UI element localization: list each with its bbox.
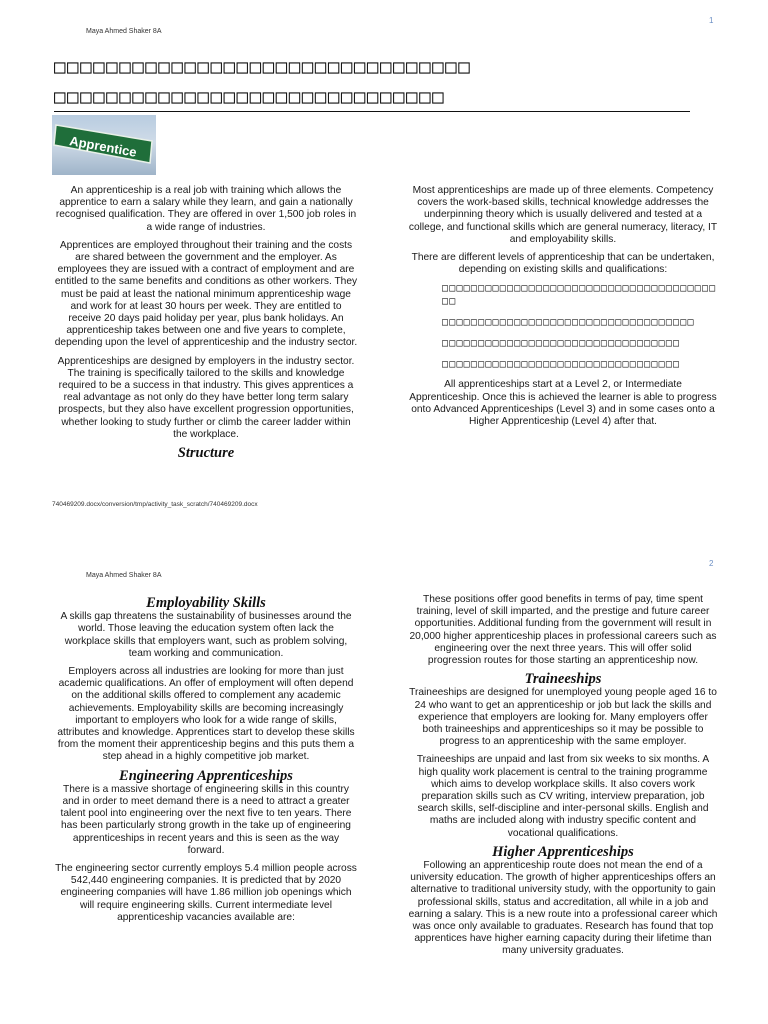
list-item: □□□□□□□□□□□□□□□□□□□□□□□□□□□□□□□□□□□ — [442, 317, 695, 329]
paragraph: Traineeships are designed for unemployed young people aged 16 to 24 who want to get an apprenticeship or job but lack the skills and experience that employers are looking for. Many employers offer both traineeships and apprenticeships so it may be possible to progress to an apprenticeship with the same employer. — [409, 687, 717, 748]
title-underline — [54, 111, 690, 112]
paragraph: There are different levels of apprenticeship that can be undertaken, depending on existing skills and qualifications: — [411, 252, 715, 276]
paragraph: Apprentices are employed throughout their training and the costs are shared between the government and the employer. As employees they are issued with a contract of employment and are entitled to the same benefits and conditions as other workers. They must be paid at least the national minimum apprenticeship wage and work for at least 30 hours per week. They are entitled to receive 20 days paid holiday per year, plus bank holidays. An apprenticeship takes between one and five years to complete, depending upon the level of apprenticeship and the industry sector. — [54, 239, 358, 349]
higher-apprenticeships-heading: Higher Apprenticeships — [492, 843, 634, 860]
paragraph: Traineeships are unpaid and last from six weeks to six months. A high quality work placement is central to the training programme which aims to develop workplace skills. It also covers work preparation skills such as CV writing, interview preparation, job search skills, self-discipline and inter-personal skills. English and maths are included along with industry specific content and vocational qualifications. — [416, 754, 710, 839]
apprentice-sign-image — [52, 115, 156, 175]
page2-right-column — [408, 594, 718, 964]
paragraph: Apprenticeships are designed by employers in the industry sector. The training is specifically tailored to the skills and knowledge required to be a success in that industry. This gives apprentices a real advantage as not only do they have better long term salary prospects, but they also have excellent progression opportunities, whether looking to study further or climb the career ladder within the workplace. — [57, 355, 355, 440]
page1-left-column — [54, 185, 358, 461]
sign-text: Apprentice — [68, 133, 138, 160]
page1-header-name: Maya Ahmed Shaker 8A — [86, 28, 162, 35]
page1-page-number: 1 — [709, 16, 714, 25]
paragraph: Employers across all industries are looking for more than just academic qualifications. An offer of employment will often depend on the additional skills offered to complement any academic achievements. Employability skills are becoming increasingly important to employers who look for a wide range of skills, attributes and knowledge. Apprentices start to develop these skills from the moment their apprenticeship begins and this puts them a step ahead in a highly competitive job market. — [57, 666, 355, 763]
paragraph: There is a massive shortage of engineering skills in this country and in order to meet demand there is a need to attract a greater talent pool into engineering over the next five to ten years. There has been particularly strong growth in the take up of engineering apprenticeships in recent years and this is seen as the way forward. — [60, 783, 352, 856]
paragraph: An apprenticeship is a real job with training which allows the apprentice to earn a salary while they learn, and gain a nationally recognised qualification. They are offered in over 1,500 job roles in a wide range of industries. — [55, 185, 357, 233]
page2-page-number: 2 — [709, 559, 714, 568]
list-item: □□□□□□□□□□□□□□□□□□□□□□□□□□□□□□□□□ — [442, 359, 681, 371]
list-item: □□□□□□□□□□□□□□□□□□□□□□□□□□□□□□□□□ — [442, 338, 681, 350]
paragraph: All apprenticeships start at a Level 2, or Intermediate Apprenticeship. Once this is achieved the learner is able to progress onto Advanced Apprenticeships (Level 3) and in some cases onto a Higher Apprenticeship (Level 4) after that. — [409, 379, 717, 428]
employability-heading: Employability Skills — [146, 595, 266, 611]
page1-right-column — [408, 185, 718, 434]
traineeships-heading: Traineeships — [524, 671, 602, 688]
page1-title-line1: □□□□□□□□□□□□□□□□□□□□□□□□□□□□□□□□ — [54, 56, 472, 78]
page1-title-line2: □□□□□□□□□□□□□□□□□□□□□□□□□□□□□□ — [54, 86, 446, 108]
paragraph: A skills gap threatens the sustainability of businesses around the world. Those leaving the education system often lack the workplace skills that employers want, such as problem solving, team working and communication. — [60, 611, 352, 659]
page2-header-name: Maya Ahmed Shaker 8A — [86, 572, 162, 579]
paragraph: Most apprenticeships are made up of three elements. Competency covers the work-based skills, technical knowledge addresses the underpinning theory which is usually delivered and tested at a college, and functional skills which are general numeracy, literacy, IT and employability skills. — [408, 185, 718, 245]
paragraph: Following an apprenticeship route does not mean the end of a university education. The growth of higher apprenticeships offers an alternative to traditional university study, with the opportunity to gain professional skills, status and accreditation, all while in a job and earning a salary. This is a new route into a professional career which was once only available to graduates. Research has found that top apprentices have higher earning capacity during their lifetime than many university graduates. — [408, 860, 718, 957]
file-path-footer: 740469209.docx/conversion/tmp/activity_task_scratch/740469209.docx — [52, 501, 258, 508]
apprentice-sign-graphic — [52, 115, 156, 175]
list-item: □□□□□□□□□□□□□□□□□□□□□□□□□□□□□□□□□□□□□□□□ — [442, 283, 717, 308]
paragraph: The engineering sector currently employs 5.4 million people across 542,440 engineering companies. It is predicted that by 2020 engineering companies will have 1.86 million job openings which will require engineering skills. Current intermediate level apprenticeship vacancies available are: — [55, 863, 357, 923]
page2-left-column — [54, 594, 358, 930]
paragraph: These positions offer good benefits in terms of pay, time spent training, level of skill imparted, and the prestige and future career opportunities. Additional funding from the government will result in 20,000 higher apprenticeship places in professional careers such as engineering over the next three years. This will offer solid progression routes for those starting an apprenticeship now. — [409, 594, 717, 667]
level-bullet-list — [408, 282, 718, 371]
engineering-heading: Engineering Apprenticeships — [119, 767, 293, 784]
structure-heading: Structure — [177, 445, 235, 462]
